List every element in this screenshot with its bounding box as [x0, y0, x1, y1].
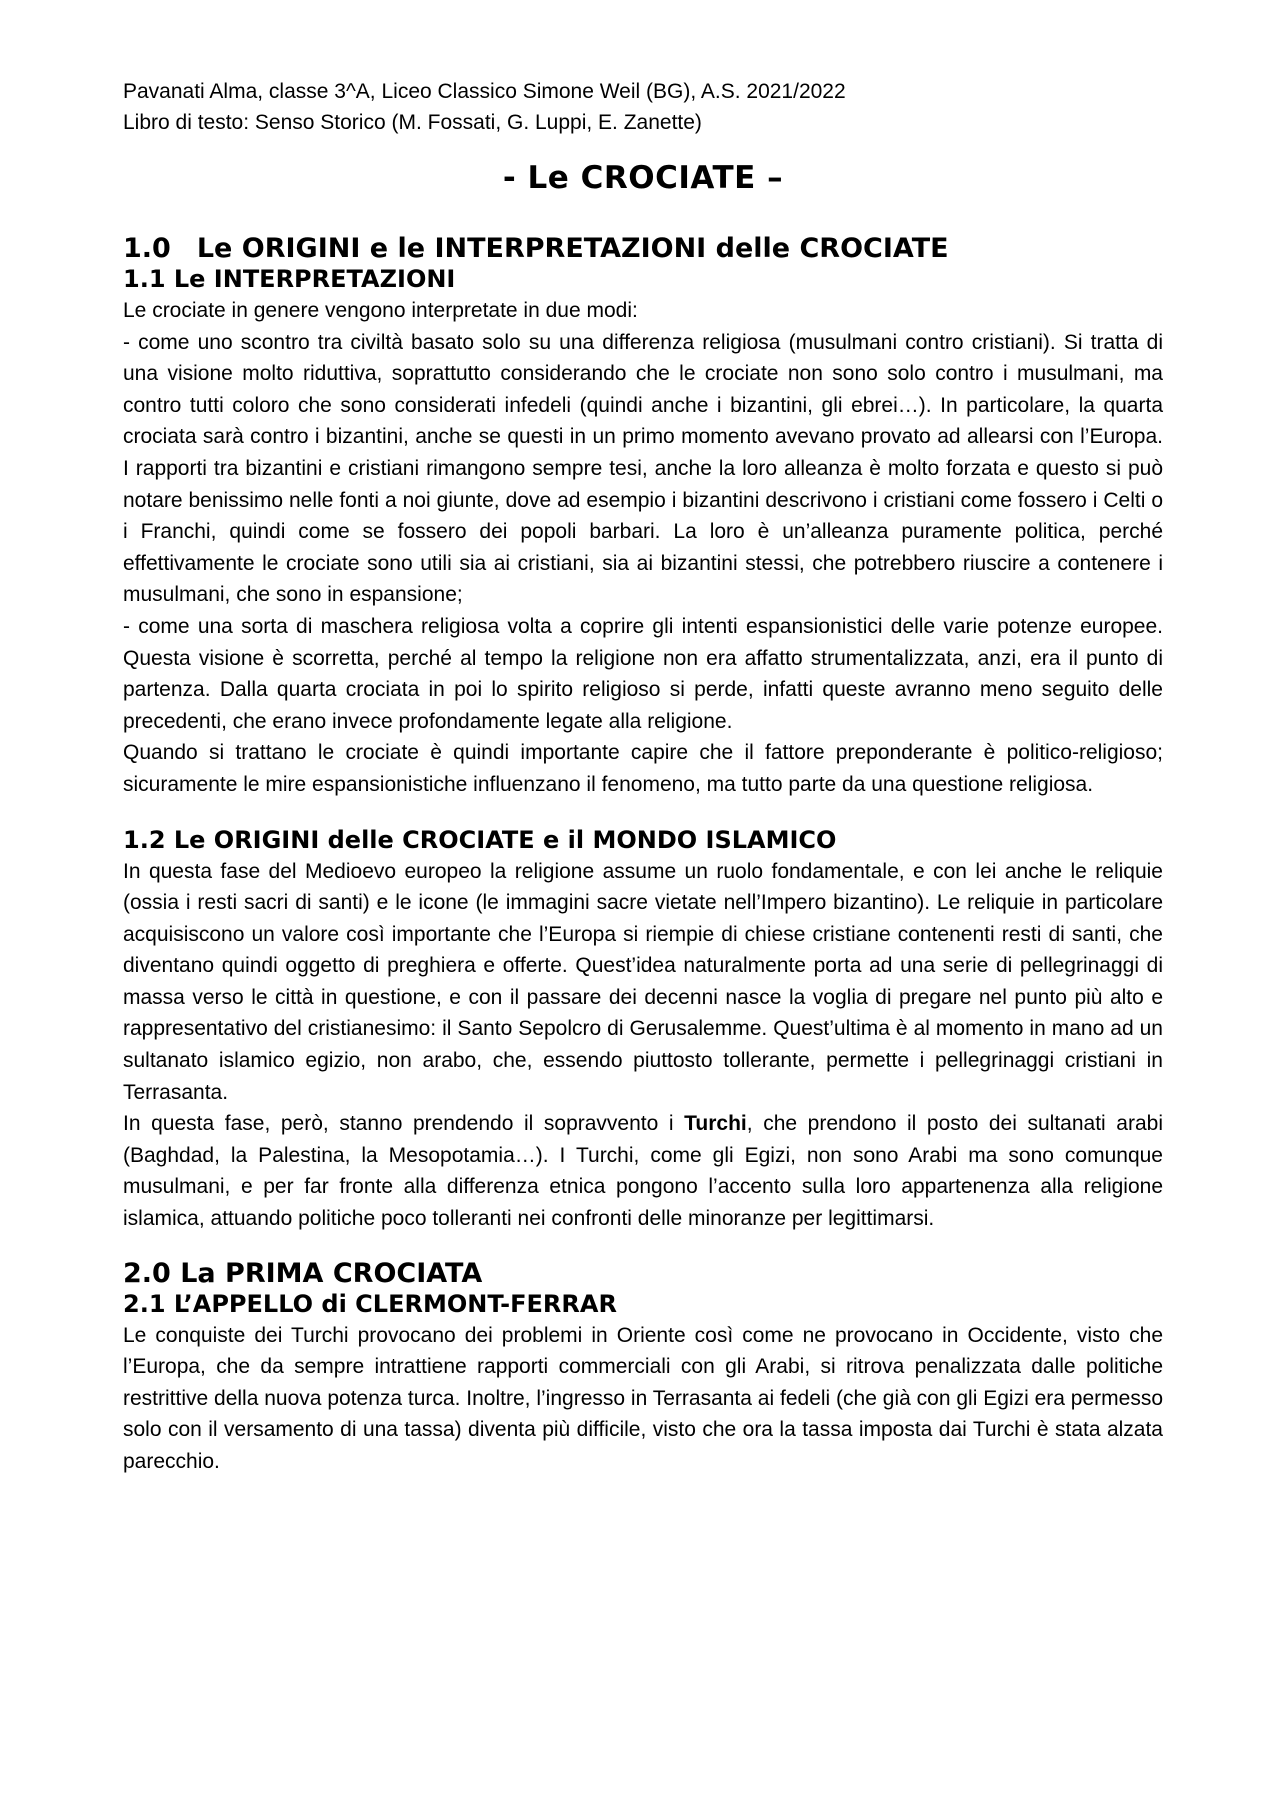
paragraph: Le crociate in genere vengono interpretate in due modi:: [123, 299, 638, 322]
paragraph: - come uno scontro tra civiltà basato solo su una differenza religiosa (musulmani contro cristiani). Si tratta di una visione molto riduttiva, soprattutto considerando che le crociate non sono solo contro i musulmani, ma contro tutti coloro che sono considerati infedeli (quindi anche i bizantini, gli ebrei…). In particolare, la quarta crociata sarà contro i bizantini, anche se questi in un primo momento avevano provato ad allearsi con l’Europa. I rapporti tra bizantini e cristiani rimangono sempre tesi, anche la loro alleanza è molto forzata e questo si può notare benissimo nelle fonti a noi giunte, dove ad esempio i bizantini descrivono i cristiani come fossero i Celti o i Franchi, quindi come se fossero dei popoli barbari. La loro è un’alleanza puramente politica, perché effettivamente le crociate sono utili sia ai cristiani, sia ai bizantini stessi, che potrebbero riuscire a contenere i musulmani, che sono in espansione;: [123, 330, 1163, 607]
section-1-heading: [123, 234, 1163, 264]
document-title: - Le CROCIATE –: [502, 160, 784, 196]
bold-term: Turchi: [684, 1112, 747, 1136]
subsection-1-2-heading: 1.2 Le ORIGINI delle CROCIATE e il MONDO ISLAMICO: [123, 825, 837, 854]
subsection-2-1-heading: 2.1 L’APPELLO di CLERMONT-FERRAR: [123, 1289, 617, 1318]
section-2-heading: 2.0 La PRIMA CROCIATA: [123, 1257, 483, 1289]
paragraph-text: In questa fase, però, stanno prendendo il sopravvento i: [123, 1112, 685, 1136]
section-2: [123, 1259, 1163, 1478]
section-1: [123, 234, 1163, 1235]
paragraph: Le conquiste dei Turchi provocano dei problemi in Oriente così come ne provocano in Occidente, visto che l’Europa, che da sempre intrattiene rapporti commerciali con gli Arabi, si ritrova penalizzata dalle politiche restrittive della nuova potenza turca. Inoltre, l’ingresso in Terrasanta ai fedeli (che già con gli Egizi era permesso solo con il versamento di una tassa) diventa più difficile, visto che ora la tassa imposta dai Turchi è stata alzata parecchio.: [123, 1323, 1163, 1473]
paragraph: - come una sorta di maschera religiosa volta a coprire gli intenti espansionistici delle varie potenze europee. Questa visione è scorretta, perché al tempo la religione non era affatto strumentalizzata, anzi, era il punto di partenza. Dalla quarta crociata in poi lo spirito religioso si perde, infatti queste avranno meno seguito delle precedenti, che erano invece profondamente legate alla religione.: [123, 614, 1163, 733]
paragraph: In questa fase del Medioevo europeo la religione assume un ruolo fondamentale, e con lei anche le reliquie (ossia i resti sacri di santi) e le icone (le immagini sacre vietate nell’Impero bizantino). Le reliquie in particolare acquisiscono un valore così importante che l’Europa si riempie di chiese cristiane contenenti resti di santi, che diventano quindi oggetto di preghiera e offerte. Quest’idea naturalmente porta ad una serie di pellegrinaggi di massa verso le città in questione, e con il passare dei decenni nasce la voglia di pregare nel punto più alto e rappresentativo del cristianesimo: il Santo Sepolcro di Gerusalemme. Quest’ultima è al momento in mano ad un sultanato islamico egizio, non arabo, che, essendo piuttosto tollerante, permette i pellegrinaggi cristiani in Terrasanta.: [123, 859, 1163, 1104]
subsection-1-1-heading: 1.1 Le INTERPRETAZIONI: [123, 265, 456, 293]
section-1-title: Le ORIGINI e le INTERPRETAZIONI delle CROCIATE: [196, 233, 949, 264]
document-page: [123, 76, 1163, 1478]
section-1-number: 1.0: [123, 233, 171, 264]
subsection-1-2: [123, 825, 1163, 1235]
textbook-line: Libro di testo: Senso Storico (M. Fossati, G. Luppi, E. Zanette): [123, 111, 702, 134]
paragraph-text: , che prendono il posto dei sultanati arabi (Baghdad, la Palestina, la Mesopotamia…). I Turchi, come gli Egizi, non sono Arabi ma sono comunque musulmani, e per far fronte alla differenza etnica pongono l’accento sulla loro appartenenza alla religione islamica, attuando politiche poco tolleranti nei confronti delle minoranze per legittimarsi.: [123, 1112, 1163, 1231]
paragraph: Quando si trattano le crociate è quindi importante capire che il fattore preponderante è politico-religioso; sicuramente le mire espansionistiche influenzano il fenomeno, ma tutto parte da una questione religiosa.: [123, 741, 1163, 796]
paragraph: [123, 1108, 1163, 1234]
author-line: Pavanati Alma, classe 3^A, Liceo Classico Simone Weil (BG), A.S. 2021/2022: [123, 80, 846, 103]
